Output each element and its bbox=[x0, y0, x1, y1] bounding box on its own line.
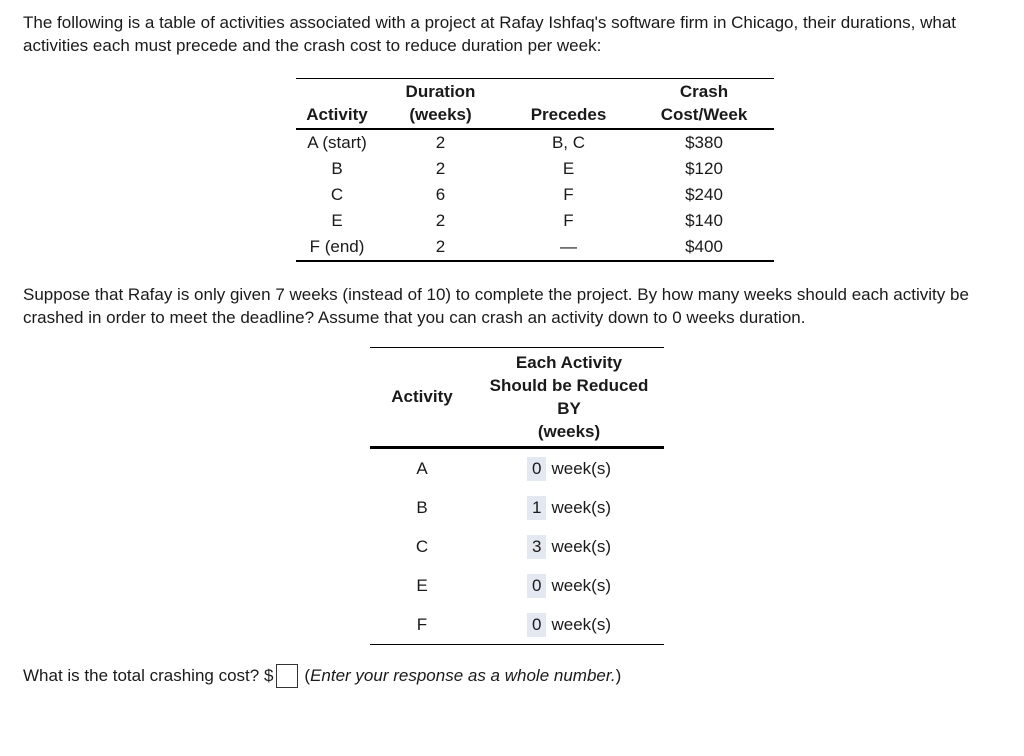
table-row: C 6 F $240 bbox=[330, 185, 723, 204]
table-header bbox=[296, 79, 774, 130]
header-reduce-by: Each Activity Should be Reduced BY (weeks) bbox=[489, 353, 649, 441]
total-cost-question: What is the total crashing cost? $ ( Enter your response as a whole number. ) bbox=[23, 663, 621, 689]
table-row: F 0 week(s) bbox=[370, 605, 664, 644]
table-row: F (end) 2 — $400 bbox=[309, 237, 723, 256]
table-row: A (start) 2 B, C $380 bbox=[307, 133, 723, 152]
answer-field[interactable]: 1 bbox=[527, 496, 546, 520]
answer-field[interactable]: 0 bbox=[527, 574, 546, 598]
table-row: B 1 week(s) bbox=[370, 488, 664, 527]
header-activity: Activity bbox=[391, 387, 453, 406]
total-cost-input[interactable] bbox=[276, 664, 298, 688]
answer-field[interactable]: 0 bbox=[527, 457, 546, 481]
header-precedes: Precedes bbox=[530, 105, 607, 124]
answer-field[interactable]: 3 bbox=[527, 535, 546, 559]
header-activity: Activity bbox=[306, 105, 368, 124]
table-row: C 3 week(s) bbox=[370, 527, 664, 566]
answer-field[interactable]: 0 bbox=[527, 613, 546, 637]
table-bottom-rule bbox=[296, 260, 774, 262]
table-row: E 2 F $140 bbox=[331, 211, 723, 230]
question-text: Suppose that Rafay is only given 7 weeks (instead of 10) to complete the project. By how many weeks should each activity be crashed in order to meet the deadline? Assume that you can crash an activity down to 0 weeks duration. bbox=[23, 285, 969, 327]
input-hint: Enter your response as a whole number. bbox=[310, 666, 616, 685]
total-cost-prompt: What is the total crashing cost? $ bbox=[23, 666, 274, 685]
table-header bbox=[370, 347, 664, 449]
header-duration: Duration (weeks) bbox=[405, 82, 476, 124]
header-crash-cost: Crash Cost/Week bbox=[660, 82, 748, 124]
table-row: E 0 week(s) bbox=[370, 566, 664, 605]
table-row: B 2 E $120 bbox=[331, 159, 723, 178]
intro-text: The following is a table of activities associated with a project at Rafay Ishfaq's software firm in Chicago, their durations, what activities each must precede and the crash cost to reduce duration per week: bbox=[23, 13, 957, 55]
table-bottom-rule bbox=[370, 644, 664, 645]
activity-table bbox=[296, 78, 774, 262]
crash-answer-table bbox=[370, 347, 664, 645]
table-row: A 0 week(s) bbox=[370, 449, 664, 488]
